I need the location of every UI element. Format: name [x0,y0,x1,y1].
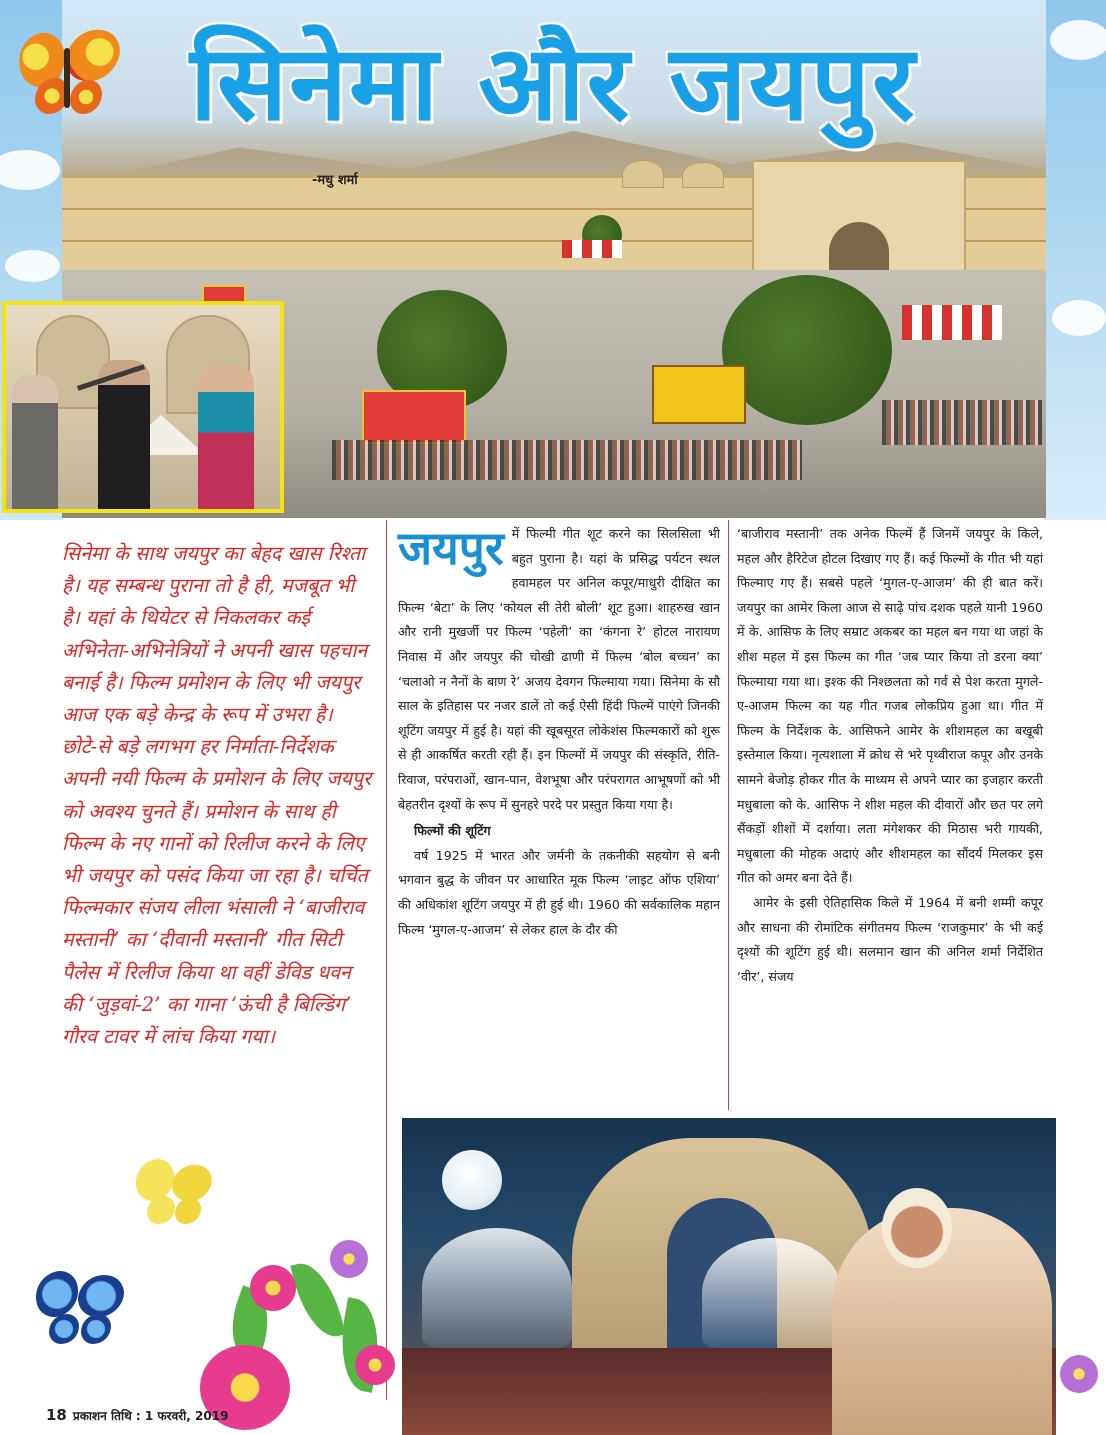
column-divider [386,520,387,1400]
person [198,365,254,513]
article-paragraph: में फिल्मी गीत शूट करने का सिलसिला भी बहुत पुराना है। यहां के प्रसिद्ध पर्यटन स्थल हवामहल पर अनिल कपूर/माधुरी दीक्षित का फिल्म ‘बेटा’ के लिए ‘कोयल सी तेरी बोली’ शूट हुआ। शाहरुख खान और रानी मुखर्जी पर फिल्म ‘पहेली’ का ‘कंगना रे’ होटल नारायण निवास में और जयपुर की चोखी ढाणी में फिल्म ‘बोल बच्चन’ का ‘चलाओ न नैनों के बाण रे’ अजय देवगन फिल्माया गया। सिनेमा के सौ साल के इतिहास पर नजर डालें तो कई ऐसी हिंदी फिल्में पाएंगे जिनकी शूटिंग जयपुर में हुई है। यहां की खूबसूरत लोकेशंस फिल्मकारों को शुरू से ही आकर्षित करती रही हैं। इन फिल्मों में जयपुर की संस्कृति, रीति-रिवाज, परंपराओं, खान-पान, वेशभूषा और परंपरागत आभूषणों को भी बेहतरीन दृश्यों के रूप में सुनहरे परदे पर प्रस्तुत किया गया है। [398,526,720,812]
page-footer [46,1406,228,1424]
person [12,375,58,513]
article-paragraph: वर्ष 1925 में भारत और जर्मनी के तकनीकी सहयोग से बनी भगवान बुद्ध के जीवन पर आधारित मूक फिल्म ‘लाइट ऑफ एशिया’ की अधिकांश शूटिंग जयपुर में ही हुई थी। 1960 की सर्वकालिक महान फिल्म ‘मुगल-ए-आजम’ से लेकर हाल के दौर की [398,847,720,937]
butterfly-icon [35,1272,125,1350]
crowd [882,400,1042,445]
column-divider [728,520,729,1110]
tent [562,240,622,258]
flower-icon [250,1265,296,1311]
tent [902,305,1002,340]
butterfly-icon [10,28,125,123]
tree [722,275,892,425]
person [98,360,150,513]
page-title: सिनेमा और जयपुर [190,22,917,144]
stall [362,390,466,444]
publication-date: प्रकाशन तिथि : 1 फरवरी, 2019 [72,1409,229,1423]
byline: -मधु शर्मा [312,173,358,188]
sky-border-right [1044,0,1106,520]
cloud [1050,20,1106,60]
page-number: 18 [46,1406,67,1424]
film-still-photo [402,1118,1056,1435]
flower-icon [355,1345,395,1385]
cloud [1052,300,1106,336]
actress-face [882,1188,952,1268]
drop-cap: जयपुर [398,521,504,575]
article-paragraph: ‘बाजीराव मस्तानी’ तक अनेक फिल्में हैं जिनमें जयपुर के किले, महल और हैरिटेज होटल दिखाए गए हैं। कई फिल्मों के गीत भी यहां फिल्माए गए हैं। सबसे पहले ‘मुगल-ए-आजम’ की ही बात करें। जयपुर का आमेर किला आज से साढ़े पांच दशक पहले यानी 1960 में के. आसिफ के लिए सम्राट अकबर का महल बन गया था जहां के शीश महल में इस फिल्म का गीत ‘जब प्यार किया तो डरना क्या’ फिल्माया गया था। इश्क की निश्छलता को गर्व से पेश करता मुगले-ए-आजम फिल्म का यह गीत गजब लोकप्रिय हुआ था। गीत में फिल्म के निर्देशक के. आसिफने आमेर के शीशमहल का बखूबी इस्तेमाल किया। नृत्यशाला में क्रोध से भरे पृथ्वीराज कपूर और उनके सामने बेजोड़ होकर गीत के माध्यम से अपने प्यार का इजहार करती मधुबाला को के. आसिफ ने शीश महल की दीवारों और छत पर लगे सैंकड़ों शीशों में दर्शाया। लता मंगेशकर की मिठास भरी गायकी, मधुबाला की मोहक अदाएं और शीशमहल का सौंदर्य मिलकर इस गीत को अमर बना देते हैं। [737,526,1043,886]
flower-icon [330,1240,368,1278]
fountain [422,1228,572,1348]
inset-photo-film-scene [2,301,284,513]
article-column-center [398,522,720,942]
moon [442,1150,502,1210]
dome [622,160,664,188]
article-column-right [737,522,1043,989]
crowd [332,440,802,480]
cloud [5,250,60,282]
section-subheading: फिल्मों की शूटिंग [414,823,491,839]
bus [652,365,746,424]
fountain [702,1238,842,1348]
article-paragraph: आमेर के इसी ऐतिहासिक किले में 1964 में बनी शम्मी कपूर और साधना की रोमांटिक संगीतमय फिल्म ‘राजकुमार’ के भी कई दृश्यों की शूटिंग हुई थी। सलमान खान की अनिल शर्मा निर्देशित ‘वीर’, संजय [737,894,1043,984]
intro-text: सिनेमा के साथ जयपुर का बेहद खास रिश्ता है। यह सम्बन्ध पुराना तो है ही, मजबूत भी है। यहां के थियेटर से निकलकर कई अभिनेता-अभिनेत्रियों ने अपनी खास पहचान बनाई है। फिल्म प्रमोशन के लिए भी जयपुर आज एक बड़े केन्द्र के रूप में उभरा है। छोटे-से बड़े लगभग हर निर्माता-निर्देशक अपनी नयी फिल्म के प्रमोशन के लिए जयपुर को अवश्य चुनते हैं। प्रमोशन के साथ ही फिल्म के नए गानों को रिलीज करने के लिए भी जयपुर को पसंद किया जा रहा है। चर्चित फिल्मकार संजय लीला भंसाली ने ‘बाजीराव मस्तानी’ का ‘दीवानी मस्तानी’ गीत सिटी पैलेस में रिलीज किया था वहीं डेविड धवन की ‘जुड़वां-2’ का गाना ‘ऊंची है बिल्डिंग’ गौरव टावर में लांच किया गया। [62,542,372,1049]
flower-icon [1060,1355,1098,1393]
butterfly-icon [135,1160,215,1230]
dome [682,162,724,188]
